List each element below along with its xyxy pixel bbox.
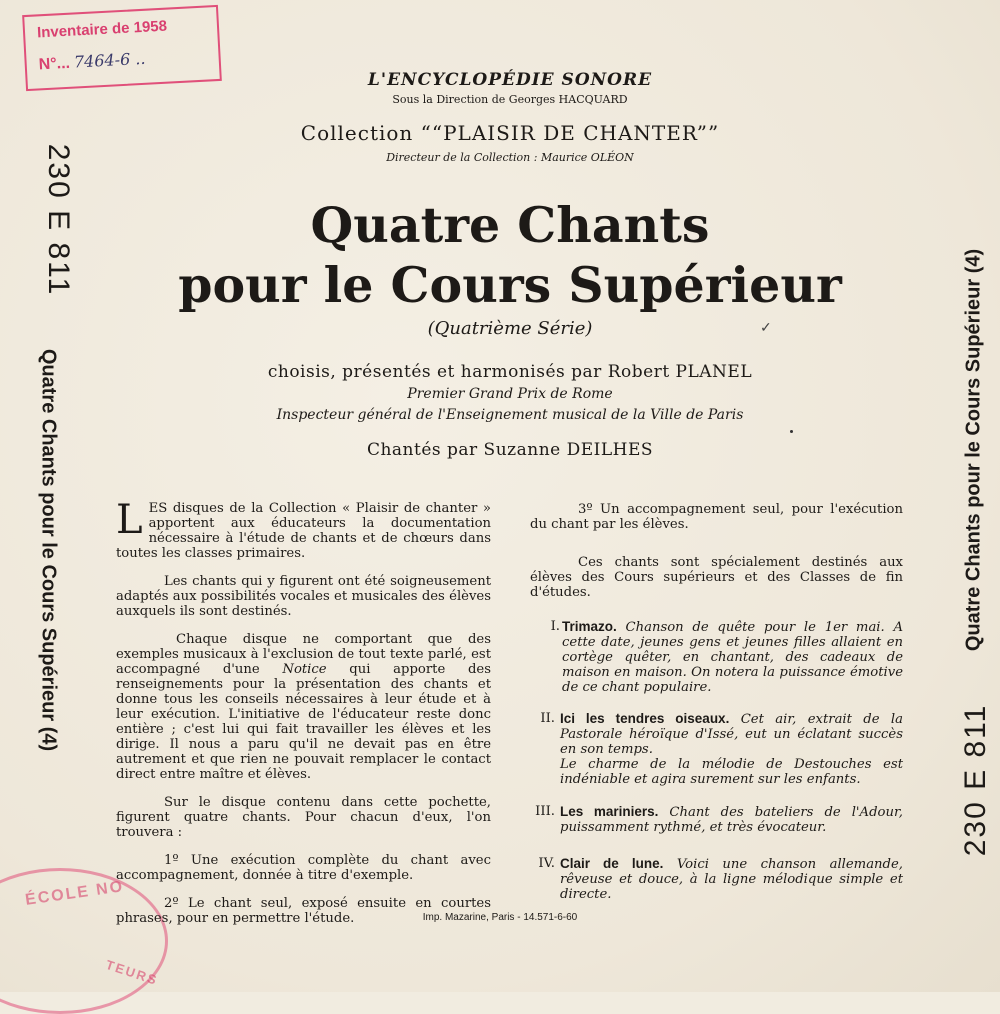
- paragraph-notice: [116, 632, 491, 782]
- collection-director: Directeur de la Collection : Maurice OLÉON: [386, 151, 634, 164]
- ink-dot: [790, 430, 793, 433]
- round-stamp-top-text: ÉCOLE NO: [24, 878, 126, 909]
- song-description: Chanson de quête pour le 1er mai. A cette date, jeunes gens et jeunes filles allaient en cortège quêter, en chantant, des cadeaux de maison en maison. On notera la puissance émotive de ce chant populaire.: [562, 620, 903, 695]
- inspector-line: Inspecteur général de l'Enseignement musical de la Ville de Paris: [276, 407, 744, 423]
- paragraph-notice-b: qui apporte des renseignements pour la présentation des chants et donne tous les conseils nécessaires à leur étude et à leur exécution. L'initiative de l'éducateur reste donc entière ; c'est lui qui fait travailler les élèves et les dirige. Il nous a paru qu'il ne devait pas en être autrement et que rien ne pouvait remplacer le contact direct entre maître et élèves.: [116, 662, 491, 782]
- paragraph-notice-a: Chaque disque ne comportant que des exemples musicaux à l'exclusion de tout texte parlé, est accompagné d'une: [116, 632, 491, 677]
- round-stamp-bottom-text: TEURS: [104, 957, 161, 988]
- song-title: Ici les tendres oiseaux.: [560, 711, 730, 726]
- song-entry-mariniers: [560, 804, 903, 835]
- main-title-line2: pour le Cours Supérieur: [178, 256, 842, 314]
- singer-line: Chantés par Suzanne DEILHES: [366, 440, 654, 460]
- inventory-number-handwritten: 7464-6 ..: [73, 48, 146, 72]
- song-description: Chant des bateliers de l'Adour, puissamment rythmé, et très évocateur.: [560, 805, 903, 835]
- series-subtitle: (Quatrième Série): [427, 318, 593, 339]
- drop-cap: L: [116, 497, 143, 543]
- inventory-number-prefix: N°...: [38, 54, 71, 74]
- notice-word: Notice: [282, 662, 327, 677]
- song-entry-trimazo: [562, 619, 903, 695]
- intro-paragraph: [116, 497, 491, 561]
- song-description-2: Le charme de la mélodie de Destouches est indéniable et agira surement sur les enfants.: [560, 757, 903, 787]
- paragraph-adaptation: Les chants qui y figurent ont été soigneusement adaptés aux possibilités vocales et musicales des élèves auxquels ils sont destinés.: [116, 574, 491, 619]
- paragraph-disque: Sur le disque contenu dans cette pochette, figurent quatre chants. Pour chacun d'eux, l'on trouvera :: [116, 795, 491, 840]
- left-spine-code-text: 230 E 811: [42, 143, 75, 297]
- right-spine-catalog-number: [956, 700, 996, 860]
- song-title: Les mariniers.: [560, 804, 659, 819]
- inventory-stamp-line2: [38, 49, 146, 75]
- song-entry-oiseaux: [560, 711, 903, 787]
- inventory-stamp: [22, 5, 222, 91]
- left-spine-title-text: Quatre Chants pour le Cours Supérieur (4): [37, 348, 60, 752]
- right-spine-title: [954, 248, 994, 652]
- song-number: III.: [535, 804, 555, 819]
- arranger-line: choisis, présentés et harmonisés par Robert PLANEL: [267, 362, 753, 382]
- song-number: II.: [540, 711, 555, 726]
- collection-name: Collection ““PLAISIR DE CHANTER””: [300, 121, 720, 145]
- left-text-column: [116, 497, 491, 926]
- song-number: IV.: [538, 856, 555, 871]
- song-number: I.: [550, 619, 560, 634]
- song-title: Trimazo.: [562, 619, 617, 634]
- left-spine-title: [28, 348, 68, 752]
- right-spine-title-text: Quatre Chants pour le Cours Supérieur (4): [962, 248, 985, 652]
- direction-line: Sous la Direction de Georges HACQUARD: [392, 93, 628, 106]
- inventory-stamp-line1: Inventaire de 1958: [36, 17, 168, 42]
- prix-de-rome-line: Premier Grand Prix de Rome: [407, 386, 613, 402]
- song-entry-clair-de-lune: [560, 856, 903, 902]
- song-description: Voici une chanson allemande, rêveuse et douce, à la ligne mélodique simple et directe.: [560, 857, 903, 902]
- encyclopedie-heading: L'ENCYCLOPÉDIE SONORE: [367, 70, 653, 90]
- intro-paragraph-text: ES disques de la Collection « Plaisir de chanter » apportent aux éducateurs la documentation nécessaire à l'étude de chants et de chœurs dans toutes les classes primaires.: [116, 501, 491, 561]
- paragraph-item-1: 1º Une exécution complète du chant avec accompagnement, donnée à titre d'exemple.: [116, 853, 491, 883]
- right-spine-code-text: 230 E 811: [959, 703, 992, 857]
- pencil-check-mark: ✓: [760, 320, 772, 336]
- song-title: Clair de lune.: [560, 856, 664, 871]
- paragraph-item-3: 3º Un accompagnement seul, pour l'exécution du chant par les élèves.: [530, 502, 903, 532]
- printer-imprint: Imp. Mazarine, Paris - 14.571-6-60: [422, 912, 578, 923]
- paragraph-destination: Ces chants sont spécialement destinés aux élèves des Cours supérieurs et des Classes de fin d'études.: [530, 555, 903, 600]
- left-spine-catalog-number: [38, 140, 78, 300]
- song-description: Cet air, extrait de la Pastorale héroïque d'Issé, eut un éclatant succès en son temps.: [560, 712, 903, 757]
- paragraph-item-2: 2º Le chant seul, exposé ensuite en courtes phrases, pour en permettre l'étude.: [116, 896, 491, 926]
- main-title-line1: Quatre Chants: [310, 196, 710, 254]
